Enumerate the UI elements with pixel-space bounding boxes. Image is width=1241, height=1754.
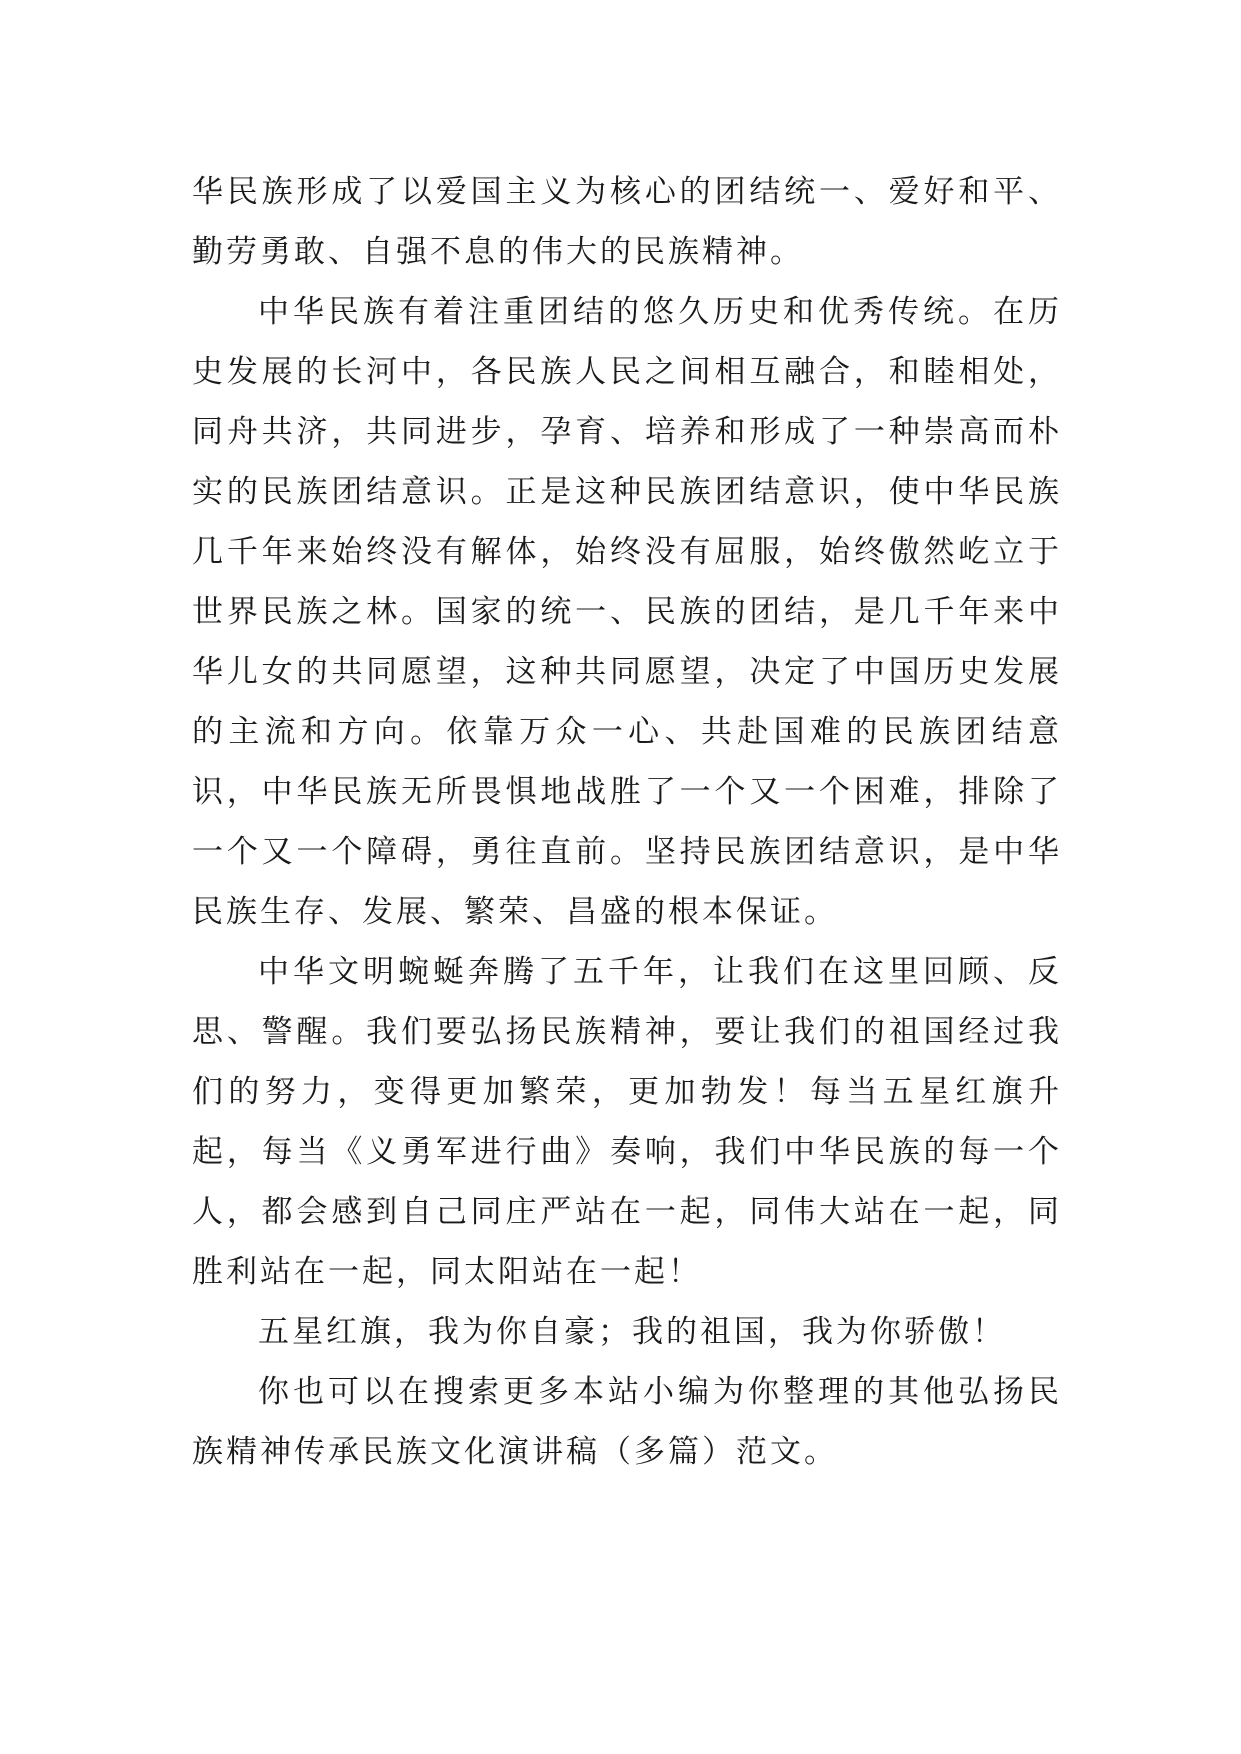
document-body (192, 162, 1062, 1482)
paragraph-national-unity: 中华民族有着注重团结的悠久历史和优秀传统。在历史发展的长河中，各民族人民之间相互融合，和睦相处，同舟共济，共同进步，孕育、培养和形成了一种崇高而朴实的民族团结意识。正是这种民族团结意识，使中华民族几千年来始终没有解体，始终没有屈服，始终傲然屹立于世界民族之林。国家的统一、民族的团结，是几千年来中华儿女的共同愿望，这种共同愿望，决定了中国历史发展的主流和方向。依靠万众一心、共赴国难的民族团结意识，中华民族无所畏惧地战胜了一个又一个困难，排除了一个又一个障碍，勇往直前。坚持民族团结意识，是中华民族生存、发展、繁荣、昌盛的根本保证。 (192, 294, 1062, 930)
paragraph-civilization: 中华文明蜿蜒奔腾了五千年，让我们在这里回顾、反思、警醒。我们要弘扬民族精神，要让我们的祖国经过我们的努力，变得更加繁荣，更加勃发！每当五星红旗升起，每当《义勇军进行曲》奏响，我们中华民族的每一个人，都会感到自己同庄严站在一起，同伟大站在一起，同胜利站在一起，同太阳站在一起！ (192, 954, 1062, 1290)
paragraph-continuation: 华民族形成了以爱国主义为核心的团结统一、爱好和平、勤劳勇敢、自强不息的伟大的民族精神。 (192, 174, 1062, 270)
paragraph-flag-pride: 五星红旗，我为你自豪；我的祖国，我为你骄傲！ (258, 1314, 1006, 1350)
paragraph-more-articles: 你也可以在搜索更多本站小编为你整理的其他弘扬民族精神传承民族文化演讲稿（多篇）范文。 (192, 1374, 1062, 1470)
